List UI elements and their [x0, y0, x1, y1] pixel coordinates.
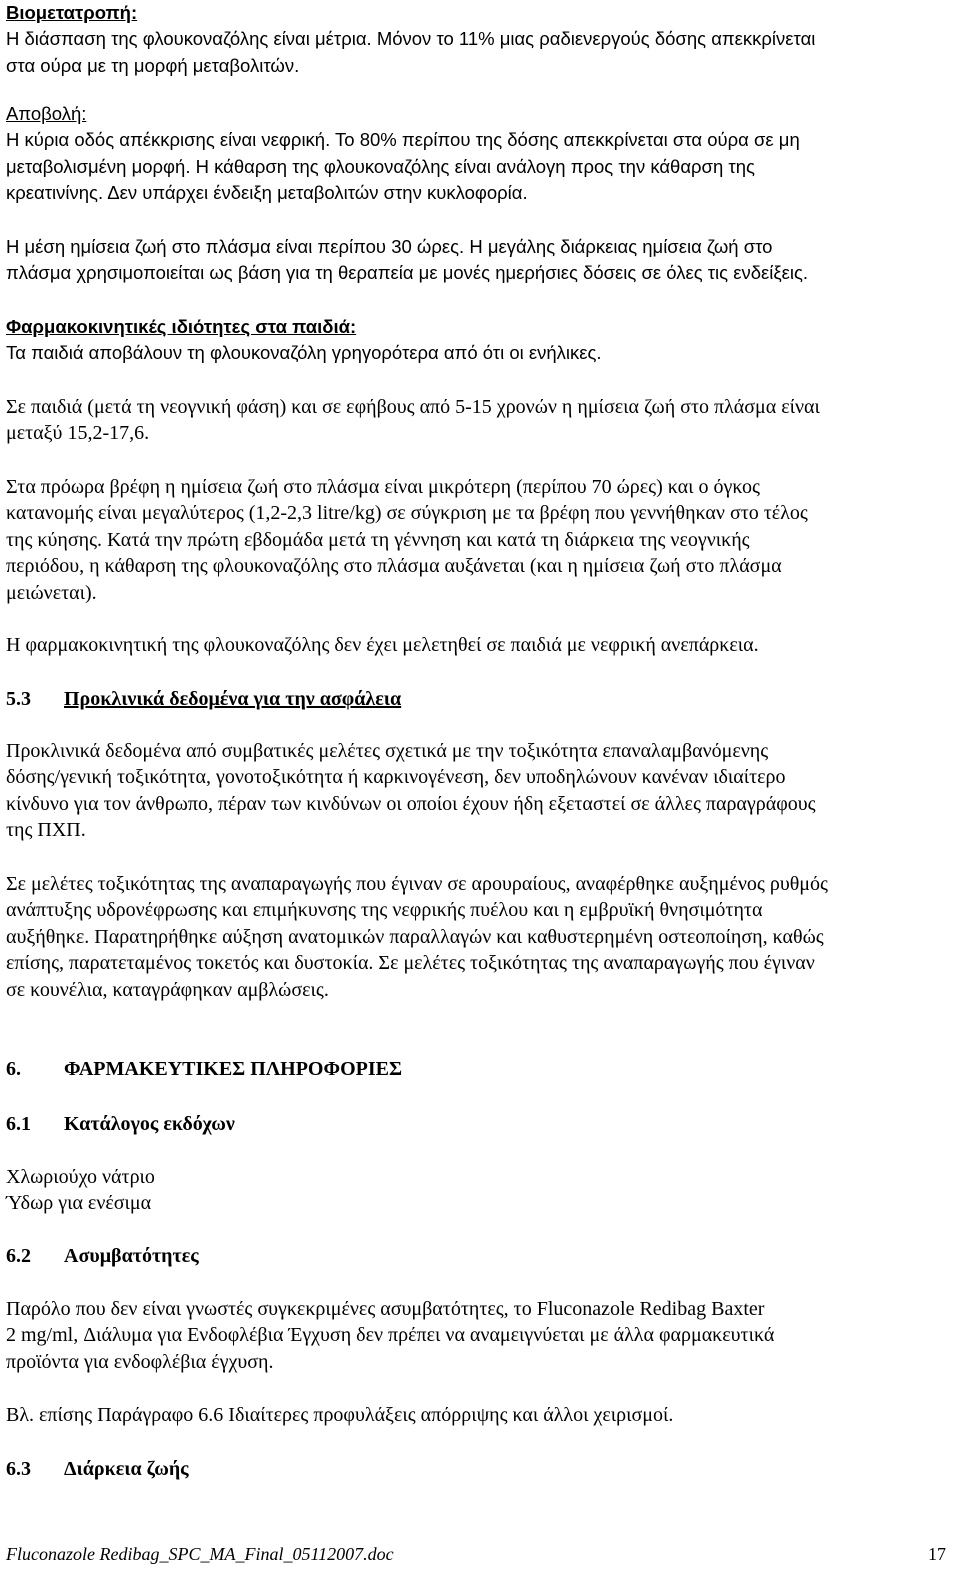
section-5-3-heading: [6, 686, 401, 712]
children-paragraph-2: [6, 394, 954, 447]
elimination-heading: Αποβολή:: [6, 103, 87, 124]
children-line-1: Τα παιδιά αποβάλουν τη φλουκοναζόλη γρηγορότερα από ότι οι ενήλικες.: [6, 342, 602, 364]
children-p3-line-3: της κύησης. Κατά την πρώτη εβδομάδα μετά τη γέννηση και κατά τη διάρκεια της νεογνικής: [6, 528, 750, 551]
section-6-3-heading: [6, 1456, 189, 1482]
section-6-3-number: 6.3: [6, 1458, 31, 1480]
metabolism-heading: Βιομετατροπή:: [6, 2, 138, 23]
children-paragraph-3: [6, 474, 954, 606]
s53-p1-line-2: δόσης/γενική τοξικότητα, γονοτοξικότητα ή καρκινογένεση, δεν υποδηλώνουν κανέναν ιδιαίτερο: [6, 766, 786, 789]
children-p2-line-1: Σε παιδιά (μετά τη νεογνική φάση) και σε εφήβους από 5-15 χρονών η ημίσεια ζωή στο πλάσμα είναι: [6, 396, 820, 418]
section-6-number: 6.: [6, 1058, 21, 1080]
section-5-3-title: Προκλινικά δεδομένα για την ασφάλεια: [64, 688, 402, 710]
s53-p2-line-5: σε κουνέλια, καταγράφηκαν αμβλώσεις.: [6, 978, 329, 1001]
halflife-line-1: Η μέση ημίσεια ζωή στο πλάσμα είναι περίπου 30 ώρες. Η μεγάλης διάρκειας ημίσεια ζωή στο: [6, 236, 773, 257]
s53-p2-line-4: επίσης, παρατεταμένος τοκετός και δυστοκία. Σε μελέτες τοξικότητας της αναπαραγωγής που έγιναν: [6, 952, 815, 975]
footer-page-number: 17: [928, 1544, 946, 1564]
s62-p1-line-2: 2 mg/ml, Διάλυμα για Ενδοφλέβια Έγχυση δεν πρέπει να αναμειγνύεται με άλλα φαρμακευτικά: [6, 1324, 775, 1347]
s53-p1-line-1: Προκλινικά δεδομένα από συμβατικές μελέτες σχετικά με την τοξικότητα επαναλαμβανόμενης: [6, 740, 769, 762]
elimination-line-1: Η κύρια οδός απέκκρισης είναι νεφρική. Το 80% περίπου της δόσης απεκκρίνεται στα ούρα σε μη: [6, 129, 800, 151]
section-6-2-paragraph-2: [6, 1402, 954, 1428]
s53-p2-line-1: Σε μελέτες τοξικότητας της αναπαραγωγής που έγιναν σε αρουραίους, αναφέρθηκε αυξημένος ρυθμός: [6, 873, 828, 895]
section-6-2-title: Ασυμβατότητες: [64, 1245, 199, 1267]
s53-p1-line-3: κίνδυνο για τον άνθρωπο, πέραν των κινδύνων οι οποίοι έχουν ήδη εξεταστεί σε άλλες παραγράφους: [6, 792, 816, 815]
children-heading: Φαρμακοκινητικές ιδιότητες στα παιδιά:: [6, 316, 357, 337]
section-6-heading: [6, 1056, 402, 1082]
section-6-3-title: Διάρκεια ζωής: [64, 1458, 189, 1480]
children-p2-line-2: μεταξύ 15,2-17,6.: [6, 422, 150, 445]
children-p3-line-2: κατανομής είναι μεγαλύτερος (1,2-2,3 litre/kg) σε σύγκριση με τα βρέφη που γεννήθηκαν στο τέλος: [6, 502, 808, 525]
section-6-1-title: Κατάλογος εκδόχων: [64, 1113, 235, 1135]
metabolism-section: [6, 0, 954, 79]
elimination-line-3: κρεατινίνης. Δεν υπάρχει ένδειξη μεταβολιτών στην κυκλοφορία.: [6, 182, 528, 204]
section-6-2-number: 6.2: [6, 1245, 31, 1267]
section-6-2-heading: [6, 1243, 199, 1269]
metabolism-line-1: Η διάσπαση της φλουκοναζόλης είναι μέτρια. Μόνον το 11% μιας ραδιενεργούς δόσης απεκκρίνεται: [6, 28, 816, 50]
s62-p1-line-1: Παρόλο που δεν είναι γνωστές συγκεκριμένες ασυμβατότητες, το Fluconazole Redibag Baxter: [6, 1298, 765, 1320]
s62-p2-line-1: Βλ. επίσης Παράγραφο 6.6 Ιδιαίτερες προφυλάξεις απόρριψης και άλλοι χειρισμοί.: [6, 1404, 674, 1426]
section-6-1-number: 6.1: [6, 1113, 31, 1135]
s53-p1-line-4: της ΠΧΠ.: [6, 819, 86, 842]
children-p3-line-5: μειώνεται).: [6, 581, 97, 604]
section-6-1-heading: [6, 1111, 235, 1137]
page-footer: [6, 1542, 946, 1566]
excipients-list: [6, 1164, 954, 1217]
children-paragraph-4: [6, 632, 954, 658]
footer-filename: Fluconazole Redibag_SPC_MA_Final_05112007.doc: [6, 1544, 394, 1564]
s62-p1-line-3: προϊόντα για ενδοφλέβια έγχυση.: [6, 1350, 274, 1373]
section-5-3-number: 5.3: [6, 688, 31, 710]
excipient-item: Ύδωρ για ενέσιμα: [6, 1192, 152, 1215]
section-6-title: ΦΑΡΜΑΚΕΥΤΙΚΕΣ ΠΛΗΡΟΦΟΡΙΕΣ: [64, 1058, 403, 1080]
section-6-2-paragraph-1: [6, 1296, 954, 1375]
children-p3-line-4: περιόδου, η κάθαρση της φλουκοναζόλης στο πλάσμα αυξάνεται (και η ημίσεια ζωή στο πλάσμα: [6, 555, 782, 578]
elimination-line-2: μεταβολισμένη μορφή. Η κάθαρση της φλουκοναζόλης είναι ανάλογη προς την κάθαρση της: [6, 155, 755, 177]
children-section: [6, 314, 954, 367]
halflife-paragraph: [6, 234, 954, 287]
children-p4-line-1: Η φαρμακοκινητική της φλουκοναζόλης δεν έχει μελετηθεί σε παιδιά με νεφρική ανεπάρκεια.: [6, 634, 759, 656]
halflife-line-2: πλάσμα χρησιμοποιείται ως βάση για τη θεραπεία με μονές ημερήσιες δόσεις σε όλες τις ενδείξεις.: [6, 262, 809, 284]
children-p3-line-1: Στα πρόωρα βρέφη η ημίσεια ζωή στο πλάσμα είναι μικρότερη (περίπου 70 ώρες) και ο όγκος: [6, 476, 760, 498]
s53-p2-line-2: ανάπτυξης υδρονέφρωσης και επιμήκυνσης της νεφρικής πυέλου και η εμβρυϊκή θνησιμότητα: [6, 899, 763, 922]
elimination-section: [6, 101, 954, 207]
excipient-item: Χλωριούχο νάτριο: [6, 1166, 155, 1188]
metabolism-line-2: στα ούρα με τη μορφή μεταβολιτών.: [6, 54, 300, 76]
section-5-3-paragraph-2: [6, 871, 954, 1003]
s53-p2-line-3: αυξήθηκε. Παρατηρήθηκε αύξηση ανατομικών παραλλαγών και καθυστερημένη οστεοποίηση, καθώς: [6, 925, 824, 948]
section-5-3-paragraph-1: [6, 738, 954, 844]
